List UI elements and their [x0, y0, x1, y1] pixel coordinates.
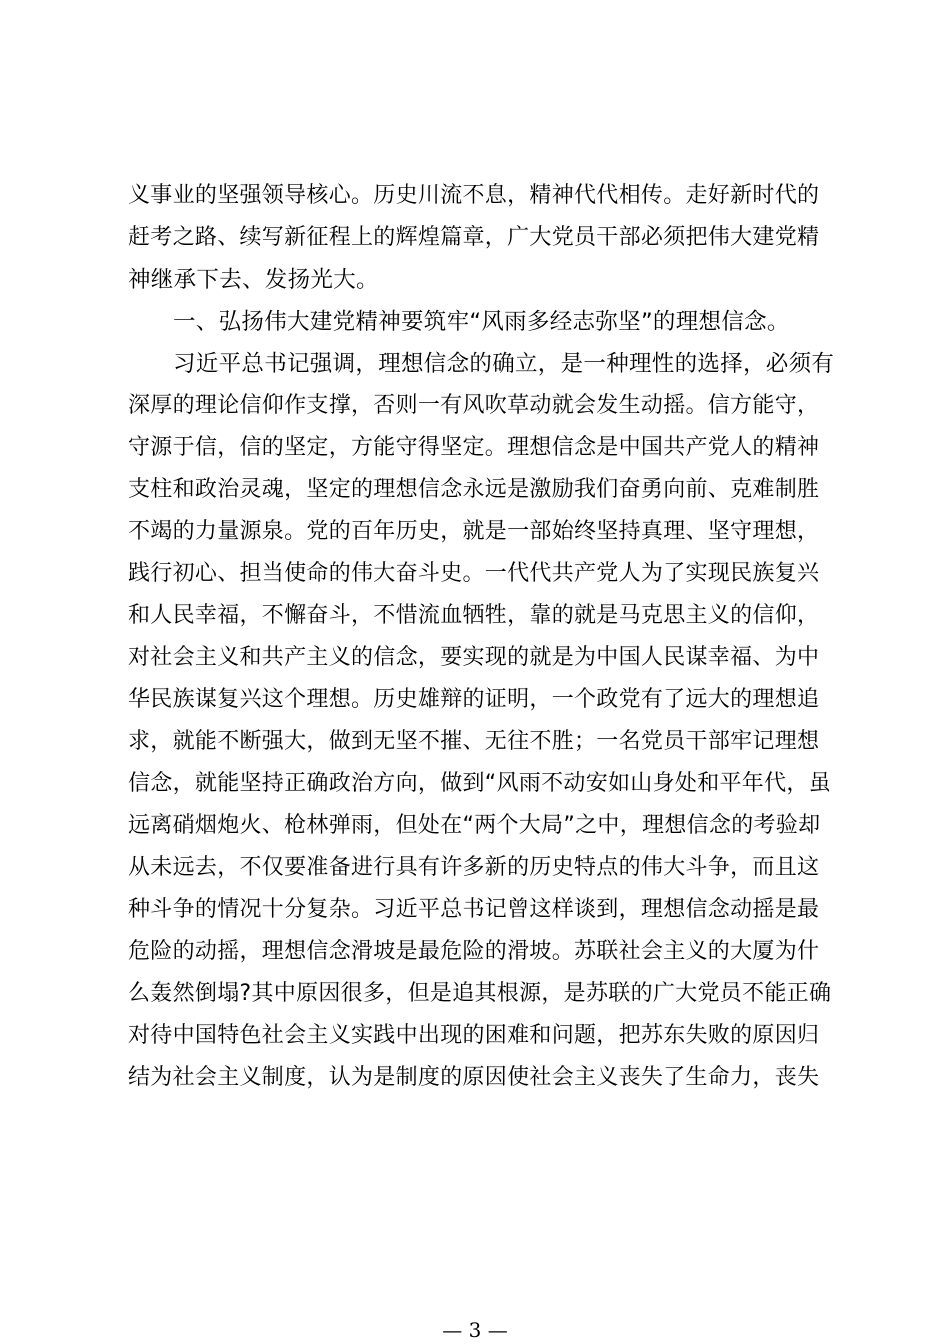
- text-line: 守源于信，信的坚定，方能守得坚定。理想信念是中国共产党人的精神: [128, 435, 820, 460]
- text-line: 赶考之路、续写新征程上的辉煌篇章，广大党员干部必须把伟大建党精: [128, 225, 820, 250]
- text-line: 不竭的力量源泉。党的百年历史，就是一部始终坚持真理、坚守理想，: [128, 519, 820, 544]
- text-line: 求，就能不断强大，做到无坚不摧、无往不胜；一名党员干部牢记理想: [128, 729, 820, 754]
- text-line: 深厚的理论信仰作支撑，否则一有风吹草动就会发生动摇。信方能守，: [128, 393, 820, 418]
- text-line: 华民族谋复兴这个理想。历史雄辩的证明，一个政党有了远大的理想追: [128, 687, 820, 712]
- text-line: 结为社会主义制度，认为是制度的原因使社会主义丧失了生命力，丧失: [128, 1065, 820, 1090]
- text-line: 义事业的坚强领导核心。历史川流不息，精神代代相传。走好新时代的: [128, 183, 820, 208]
- text-line: 么轰然倒塌?其中原因很多，但是追其根源，是苏联的广大党员不能正确: [128, 981, 832, 1006]
- text-line: 远离硝烟炮火、枪林弹雨，但处在“两个大局”之中，理想信念的考验却: [128, 813, 821, 838]
- text-line: 习近平总书记强调，理想信念的确立，是一种理性的选择，必须有: [173, 351, 835, 377]
- text-line: 对社会主义和共产主义的信念，要实现的就是为中国人民谋幸福、为中: [128, 645, 820, 670]
- text-line: 践行初心、担当使命的伟大奋斗史。一代代共产党人为了实现民族复兴: [128, 561, 820, 586]
- text-line: 一、弘扬伟大建党精神要筑牢“风雨多经志弥坚”的理想信念。: [173, 309, 790, 335]
- page-number: — 3 —: [442, 1318, 508, 1342]
- text-line: 和人民幸福，不懈奋斗，不惜流血牺牲，靠的就是马克思主义的信仰，: [128, 603, 820, 628]
- text-line: 危险的动摇，理想信念滑坡是最危险的滑坡。苏联社会主义的大厦为什: [128, 939, 820, 964]
- text-line: 神继承下去、发扬光大。: [128, 267, 379, 293]
- text-line: 信念，就能坚持正确政治方向，做到“风雨不动安如山身处和平年代，虽: [128, 771, 831, 796]
- text-line: 种斗争的情况十分复杂。习近平总书记曾这样谈到，理想信念动摇是最: [128, 897, 820, 922]
- body-text: [128, 175, 834, 1099]
- text-line: 支柱和政治灵魂，坚定的理想信念永远是激励我们奋勇向前、克难制胜: [128, 477, 820, 502]
- text-line: 从未远去，不仅要准备进行具有许多新的历史特点的伟大斗争，而且这: [128, 855, 820, 880]
- text-line: 对待中国特色社会主义实践中出现的困难和问题，把苏东失败的原因归: [128, 1023, 820, 1048]
